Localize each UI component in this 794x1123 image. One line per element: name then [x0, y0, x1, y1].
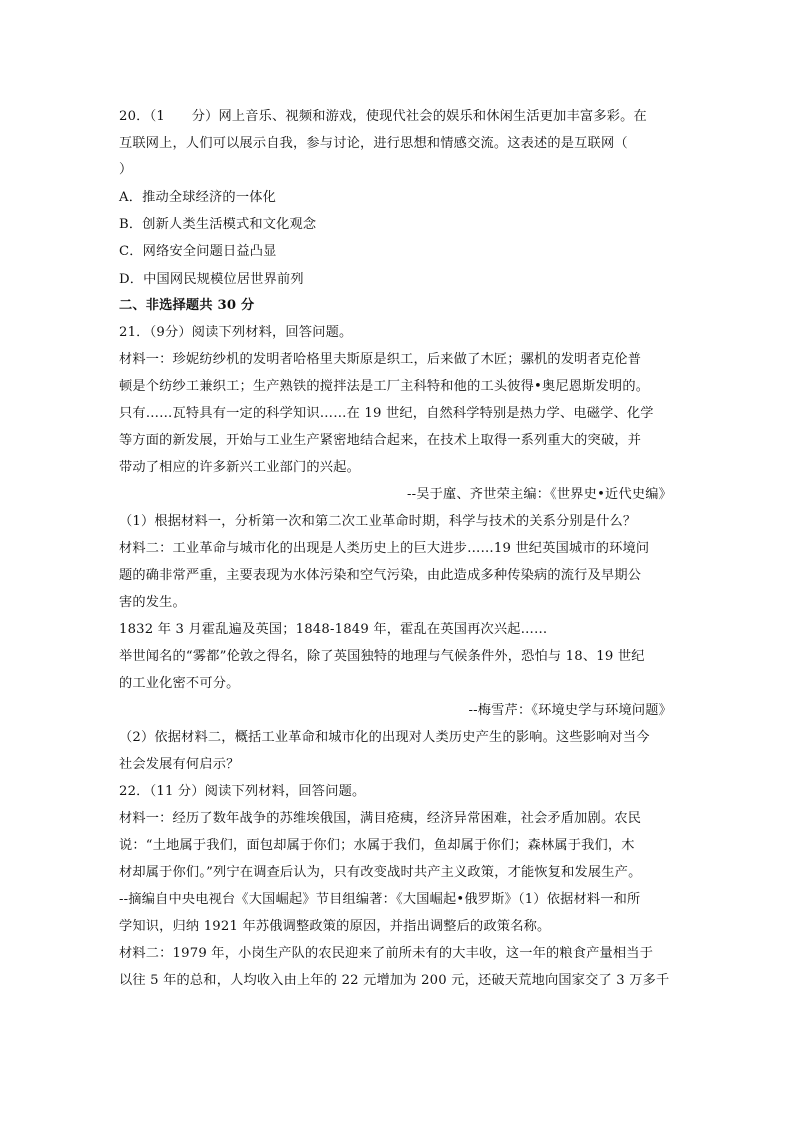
q22-material1-line-3: 材却属于你们。”列宁在调查后认为，只有改变战时共产主义政策，才能恢复和发展生产。 — [119, 865, 642, 880]
q21-material2-line-4: 1832 年 3 月霍乱遍及英国；1848-1849 年，霍乱在英国再次兴起…… — [119, 622, 548, 637]
q21-material1-line-4: 等方面的新发展，开始与工业生产紧密地结合起来，在技术上取得一系列重大的突破，并 — [119, 433, 642, 448]
q22-material1-line-4: --摘编自中央电视台《大国崛起》节目组编著：《大国崛起•俄罗斯》（1）依据材料一和所 — [119, 892, 641, 907]
q20-option-c: C．网络安全问题日益凸显 — [119, 244, 277, 259]
q22-material2-line-1: 材料二：1979 年，小岗生产队的农民迎来了前所未有的大丰收，这一年的粮食产量相当于 — [119, 946, 654, 961]
section-2-title: 二、非选择题共 30 分 — [119, 298, 255, 313]
q21-question-2-line-2: 社会发展有何启示？ — [119, 757, 240, 772]
q22-material2-line-2: 以往 5 年的总和，人均收入由上年的 22 元增加为 200 元，还破天荒地向国家交了 3 万多千 — [119, 973, 670, 988]
q22-material1-line-2: 说：“土地属于我们，面包却属于你们；水属于我们，鱼却属于你们；森林属于我们，木 — [119, 838, 635, 853]
q21-question-1: （1）根据材料一，分析第一次和第二次工业革命时期，科学与技术的关系分别是什么？ — [119, 514, 637, 529]
q20-stem-line-3: ） — [119, 162, 133, 177]
q21-material1-line-5: 带动了相应的许多新兴工业部门的兴起。 — [119, 460, 360, 475]
q21-question-2-line-1: （2）依据材料二，概括工业革命和城市化的出现对人类历史产生的影响。这些影响对当今 — [119, 730, 650, 745]
q21-source-1: --吴于廑、齐世荣主编：《世界史•近代史编》 — [406, 487, 672, 502]
q21-material1-line-3: 只有……瓦特具有一定的科学知识……在 19 世纪，自然科学特别是热力学、电磁学、化学 — [119, 406, 654, 421]
q21-material2-line-1: 材料二：工业革命与城市化的出现是人类历史上的巨大进步……19 世纪英国城市的环境问 — [119, 541, 650, 556]
q21-material1-line-2: 顿是个纺纱工兼织工；生产熟铁的搅拌法是工厂主科特和他的工头彼得•奥尼恩斯发明的。 — [119, 379, 650, 394]
q21-material2-line-6: 的工业化密不可分。 — [119, 676, 240, 691]
q21-material1-line-1: 材料一：珍妮纺纱机的发明者哈格里夫斯原是织工，后来做了木匠；骡机的发明者克伦普 — [119, 352, 642, 367]
q21-material2-line-2: 题的确非常严重，主要表现为水体污染和空气污染，由此造成多种传染病的流行及早期公 — [119, 568, 642, 583]
q20-option-a: A．推动全球经济的一体化 — [119, 190, 276, 205]
q22-material1-line-5: 学知识，归纳 1921 年苏俄调整政策的原因，并指出调整后的政策名称。 — [119, 919, 551, 934]
q22-material1-line-1: 材料一：经历了数年战争的苏维埃俄国，满目疮痍，经济异常困难，社会矛盾加剧。农民 — [119, 811, 642, 826]
q21-stem: 21．（9分）阅读下列材料，回答问题。 — [119, 325, 353, 340]
q20-stem-line-1: 20．（1 分）网上音乐、视频和游戏，使现代社会的娱乐和休闲生活更加丰富多彩。在 — [119, 109, 647, 124]
q21-material2-line-5: 举世闻名的“雾都”伦敦之得名，除了英国独特的地理与气候条件外，恐怕与 18、19 世纪 — [119, 649, 645, 664]
q20-option-b: B．创新人类生活模式和文化观念 — [119, 217, 317, 232]
q21-source-2: --梅雪芹：《环境史学与环境问题》 — [468, 703, 672, 718]
q20-stem-line-2: 互联网上，人们可以展示自我，参与讨论，进行思想和情感交流。这表述的是互联网（ — [119, 136, 628, 151]
q22-stem: 22．（11 分）阅读下列材料，回答问题。 — [119, 784, 366, 799]
q20-option-d: D．中国网民规模位居世界前列 — [119, 272, 304, 287]
q21-material2-line-3: 害的发生。 — [119, 595, 186, 610]
